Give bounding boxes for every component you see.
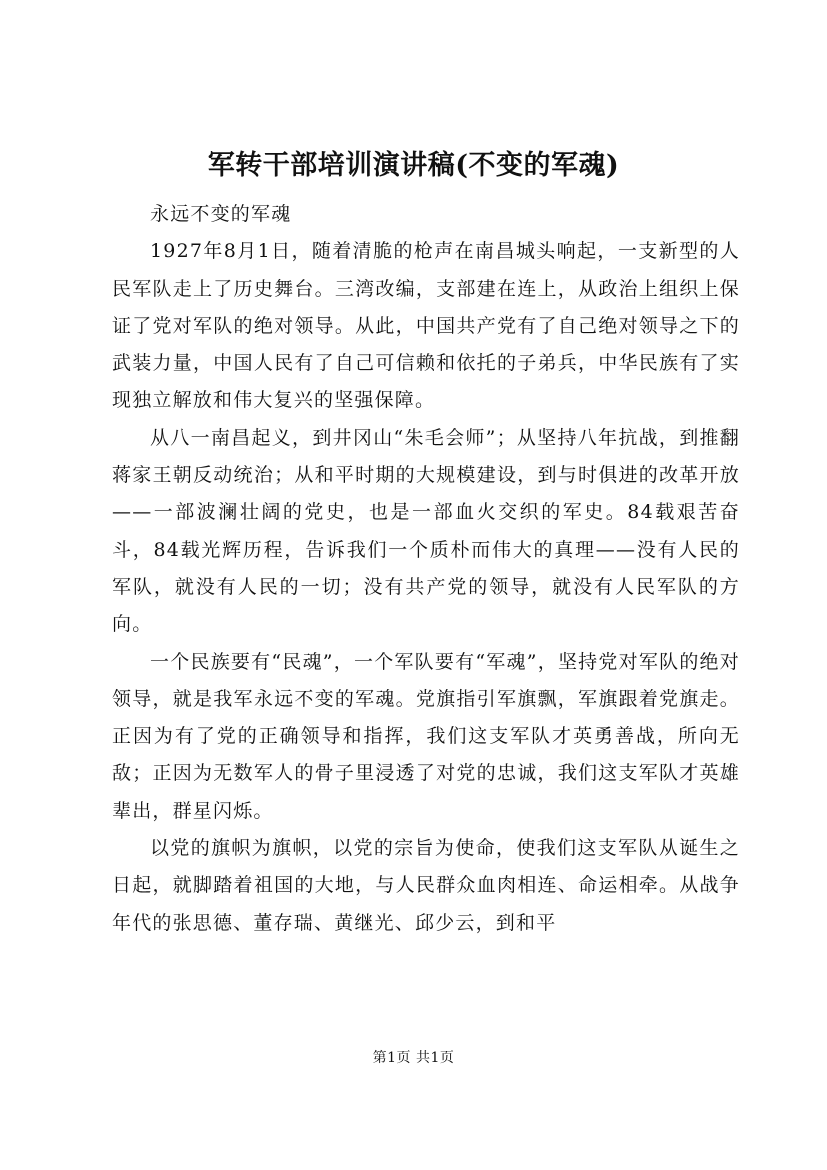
document-subtitle: 永远不变的军魂 xyxy=(150,203,292,225)
paragraph-4: 以党的旗帜为旗帜，以党的宗旨为使命，使我们这支军队从诞生之日起，就脚踏着祖国的大地，与人民群众血肉相连、命运相牵。从战争年代的张思德、董存瑞、黄继光、邱少云，到和平 xyxy=(112,837,740,934)
page-number-footer: 第1页 共1页 xyxy=(372,1050,455,1066)
document-body xyxy=(112,196,740,942)
paragraph-2: 从八一南昌起义，到井冈山“朱毛会师”；从坚持八年抗战，到推翻蒋家王朝反动统治；从和平时期的大规模建设，到与时俱进的改革开放——一部波澜壮阔的党史，也是一部血火交织的军史。84载艰苦奋斗，84载光辉历程，告诉我们一个质朴而伟大的真理——没有人民的军队，就没有人民的一切；没有共产党的领导，就没有人民军队的方向。 xyxy=(112,426,740,636)
paragraph-3: 一个民族要有“民魂”，一个军队要有“军魂”，坚持党对军队的绝对领导，就是我军永远不变的军魂。党旗指引军旗飘，军旗跟着党旗走。正因为有了党的正确领导和指挥，我们这支军队才英勇善战，所向无敌；正因为无数军人的骨子里浸透了对党的忠诚，我们这支军队才英雄辈出，群星闪烁。 xyxy=(112,650,740,822)
paragraph-1: 1927年8月1日，随着清脆的枪声在南昌城头响起，一支新型的人民军队走上了历史舞台。三湾改编，支部建在连上，从政治上组织上保证了党对军队的绝对领导。从此，中国共产党有了自己绝对领导之下的武装力量，中国人民有了自己可信赖和依托的子弟兵，中华民族有了实现独立解放和伟大复兴的坚强保障。 xyxy=(112,240,740,412)
document-title: 军转干部培训演讲稿(不变的军魂) xyxy=(207,150,620,181)
